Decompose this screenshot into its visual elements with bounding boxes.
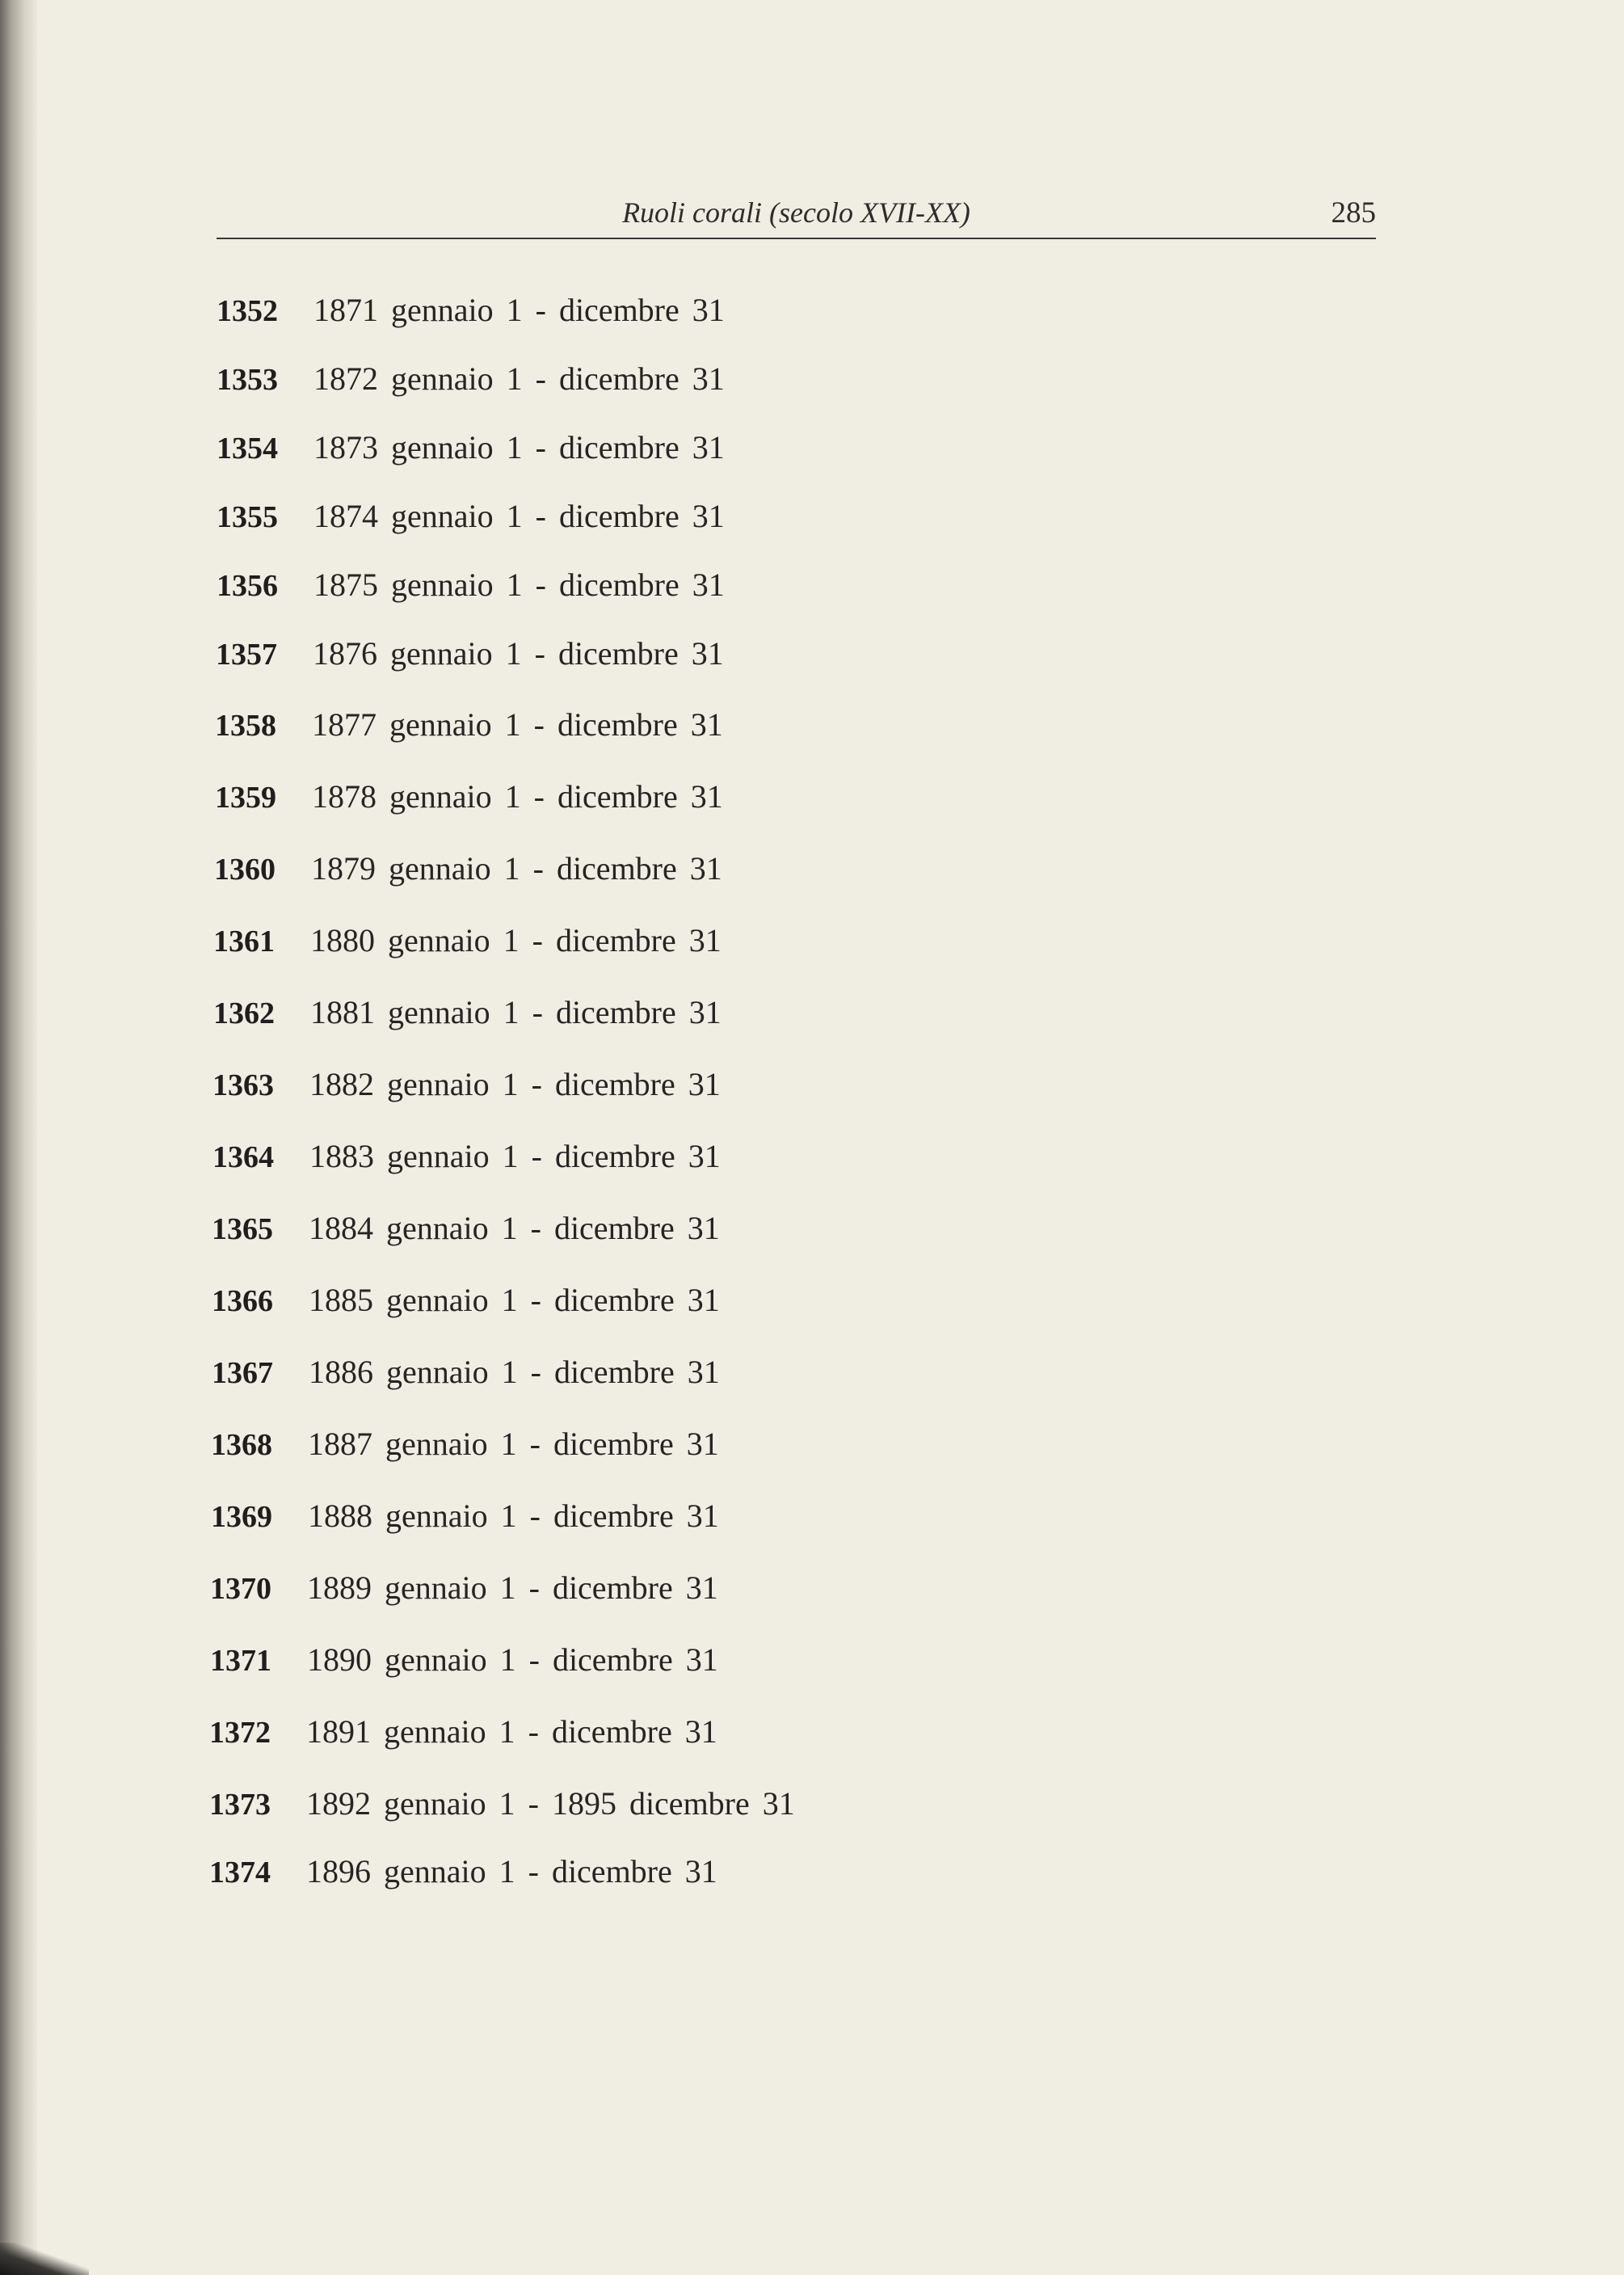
list-item — [212, 1137, 721, 1182]
page-number: 285 — [1331, 196, 1376, 230]
entry-date-range: 1873 gennaio 1 - dicembre 31 — [313, 429, 725, 466]
list-item — [217, 428, 725, 474]
entry-date-range: 1884 gennaio 1 - dicembre 31 — [309, 1210, 720, 1246]
list-item — [210, 1641, 718, 1686]
entry-number: 1363 — [212, 1068, 274, 1102]
list-item — [211, 1497, 719, 1542]
list-item — [212, 1281, 720, 1326]
list-item — [212, 1209, 720, 1254]
entry-number: 1358 — [215, 709, 276, 743]
entry-number: 1361 — [213, 925, 275, 958]
list-item — [210, 1569, 718, 1614]
entry-number: 1369 — [211, 1500, 272, 1534]
entry-number: 1357 — [216, 638, 277, 672]
list-item — [217, 497, 725, 542]
entry-date-range: 1886 gennaio 1 - dicembre 31 — [309, 1354, 720, 1390]
entry-date-range: 1877 gennaio 1 - dicembre 31 — [312, 706, 723, 743]
entry-number: 1360 — [214, 853, 276, 887]
list-item — [209, 1713, 717, 1758]
entry-number: 1354 — [217, 432, 278, 466]
list-item — [215, 777, 723, 823]
list-item — [215, 706, 723, 751]
entry-date-range: 1875 gennaio 1 - dicembre 31 — [313, 567, 725, 603]
list-item — [212, 1065, 721, 1110]
entry-date-range: 1890 gennaio 1 - dicembre 31 — [307, 1641, 718, 1678]
entry-date-range: 1874 gennaio 1 - dicembre 31 — [313, 498, 725, 534]
entry-date-range: 1889 gennaio 1 - dicembre 31 — [307, 1569, 718, 1606]
entry-number: 1352 — [217, 294, 278, 328]
list-item — [209, 1784, 795, 1830]
list-item — [212, 1353, 720, 1398]
entry-number: 1365 — [212, 1212, 273, 1246]
entry-date-range: 1892 gennaio 1 - 1895 dicembre 31 — [306, 1785, 795, 1822]
list-item — [214, 849, 722, 895]
entry-date-range: 1891 gennaio 1 - dicembre 31 — [306, 1713, 717, 1750]
entry-date-range: 1885 gennaio 1 - dicembre 31 — [309, 1282, 720, 1318]
list-item — [217, 291, 725, 336]
entry-date-range: 1876 gennaio 1 - dicembre 31 — [313, 635, 724, 672]
entry-number: 1368 — [211, 1428, 272, 1462]
list-item — [217, 360, 725, 405]
entry-number: 1366 — [212, 1284, 273, 1318]
entry-number: 1353 — [217, 363, 278, 397]
entry-date-range: 1883 gennaio 1 - dicembre 31 — [309, 1138, 721, 1174]
entry-number: 1367 — [212, 1356, 273, 1390]
entry-date-range: 1871 gennaio 1 - dicembre 31 — [313, 292, 725, 328]
list-item — [216, 634, 724, 680]
entry-number: 1373 — [209, 1788, 271, 1822]
list-item — [209, 1852, 717, 1898]
entry-date-range: 1879 gennaio 1 - dicembre 31 — [311, 850, 722, 887]
entry-number: 1362 — [213, 996, 275, 1030]
running-title: Ruoli corali (secolo XVII-XX) — [622, 196, 970, 229]
list-item — [217, 566, 725, 611]
entry-number: 1374 — [209, 1856, 271, 1890]
entry-number: 1355 — [217, 500, 278, 534]
entry-date-range: 1882 gennaio 1 - dicembre 31 — [309, 1066, 721, 1102]
entry-number: 1356 — [217, 569, 278, 603]
entry-date-range: 1880 gennaio 1 - dicembre 31 — [310, 922, 722, 958]
entry-number: 1371 — [210, 1644, 271, 1678]
entry-date-range: 1878 gennaio 1 - dicembre 31 — [312, 778, 723, 815]
list-item — [213, 993, 722, 1038]
entry-date-range: 1887 gennaio 1 - dicembre 31 — [308, 1426, 719, 1462]
list-item — [211, 1425, 719, 1470]
entry-number: 1364 — [212, 1140, 274, 1174]
entry-date-range: 1888 gennaio 1 - dicembre 31 — [308, 1498, 719, 1534]
entry-date-range: 1872 gennaio 1 - dicembre 31 — [313, 360, 725, 397]
list-item — [213, 921, 722, 967]
entry-number: 1372 — [209, 1716, 271, 1750]
entry-number: 1370 — [210, 1572, 271, 1606]
entry-date-range: 1881 gennaio 1 - dicembre 31 — [310, 994, 722, 1030]
entry-number: 1359 — [215, 781, 276, 815]
entry-date-range: 1896 gennaio 1 - dicembre 31 — [306, 1853, 717, 1890]
